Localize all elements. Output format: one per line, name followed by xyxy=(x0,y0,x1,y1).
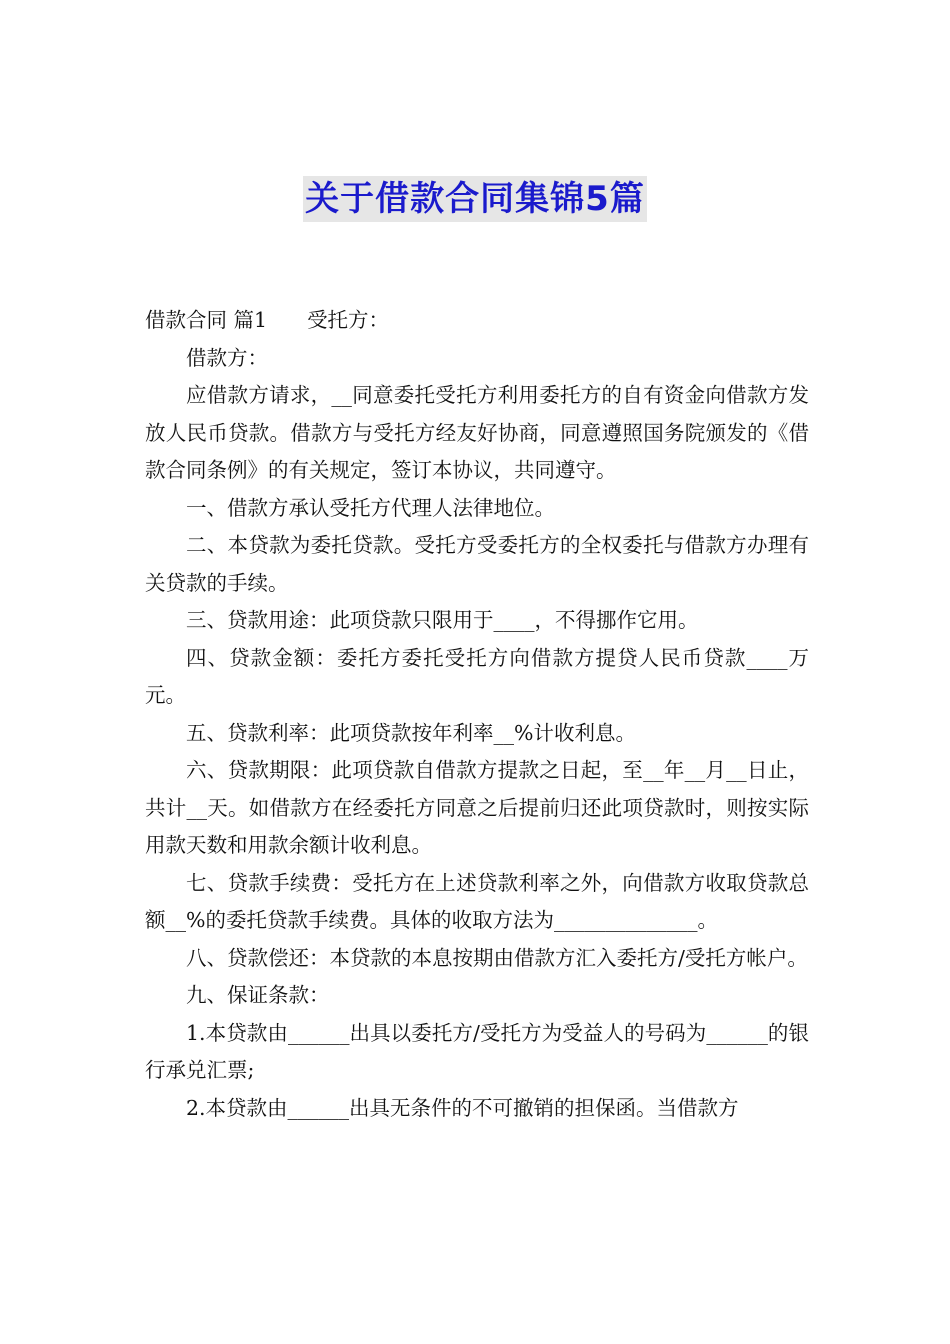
paragraph-clause-6: 六、贷款期限：此项贷款自借款方提款之日起，至__年__月__日止，共计__天。如借款方在经委托方同意之后提前归还此项贷款时，则按实际用款天数和用款余额计收利息。 xyxy=(145,758,809,857)
paragraph-clause-7: 七、贷款手续费：受托方在上述贷款利率之外，向借款方收取贷款总额__%的委托贷款手续费。具体的收取方法为______________。 xyxy=(145,870,809,932)
paragraph-preamble: 应借款方请求，__同意委托受托方利用委托方的自有资金向借款方发放人民币贷款。借款方与受托方经友好协商，同意遵照国务院颁发的《借款合同条例》的有关规定，签订本协议，共同遵守。 xyxy=(145,383,809,482)
paragraph-borrower: 借款方： xyxy=(186,345,268,370)
title-container xyxy=(0,176,950,222)
contract-heading-prefix: 借款合同 篇1 xyxy=(145,308,268,332)
contract-heading xyxy=(145,302,809,340)
paragraph-clause-1: 一、借款方承认受托方代理人法律地位。 xyxy=(186,495,555,520)
document-body xyxy=(145,302,809,1127)
paragraph-clause-4: 四、贷款金额：委托方委托受托方向借款方提贷人民币贷款____万元。 xyxy=(145,645,809,707)
paragraph-clause-9-item-1: 1.本贷款由______出具以委托方/受托方为受益人的号码为______的银行承兑汇票; xyxy=(145,1020,809,1082)
paragraph-clause-9: 九、保证条款： xyxy=(186,983,330,1007)
paragraph-clause-8: 八、贷款偿还：本贷款的本息按期由借款方汇入委托方/受托方帐户。 xyxy=(186,945,808,970)
document-title: 关于借款合同集锦5篇 xyxy=(303,176,647,222)
paragraph-clause-9-item-2: 2.本贷款由______出具无条件的不可撤销的担保函。当借款方 xyxy=(186,1095,739,1120)
paragraph-clause-3: 三、贷款用途：此项贷款只限用于____，不得挪作它用。 xyxy=(186,608,699,632)
contract-heading-party: 受托方： xyxy=(307,308,390,332)
paragraph-clause-5: 五、贷款利率：此项贷款按年利率__%计收利息。 xyxy=(186,720,636,745)
paragraph-clause-2: 二、本贷款为委托贷款。受托方受委托方的全权委托与借款方办理有关贷款的手续。 xyxy=(145,533,809,595)
